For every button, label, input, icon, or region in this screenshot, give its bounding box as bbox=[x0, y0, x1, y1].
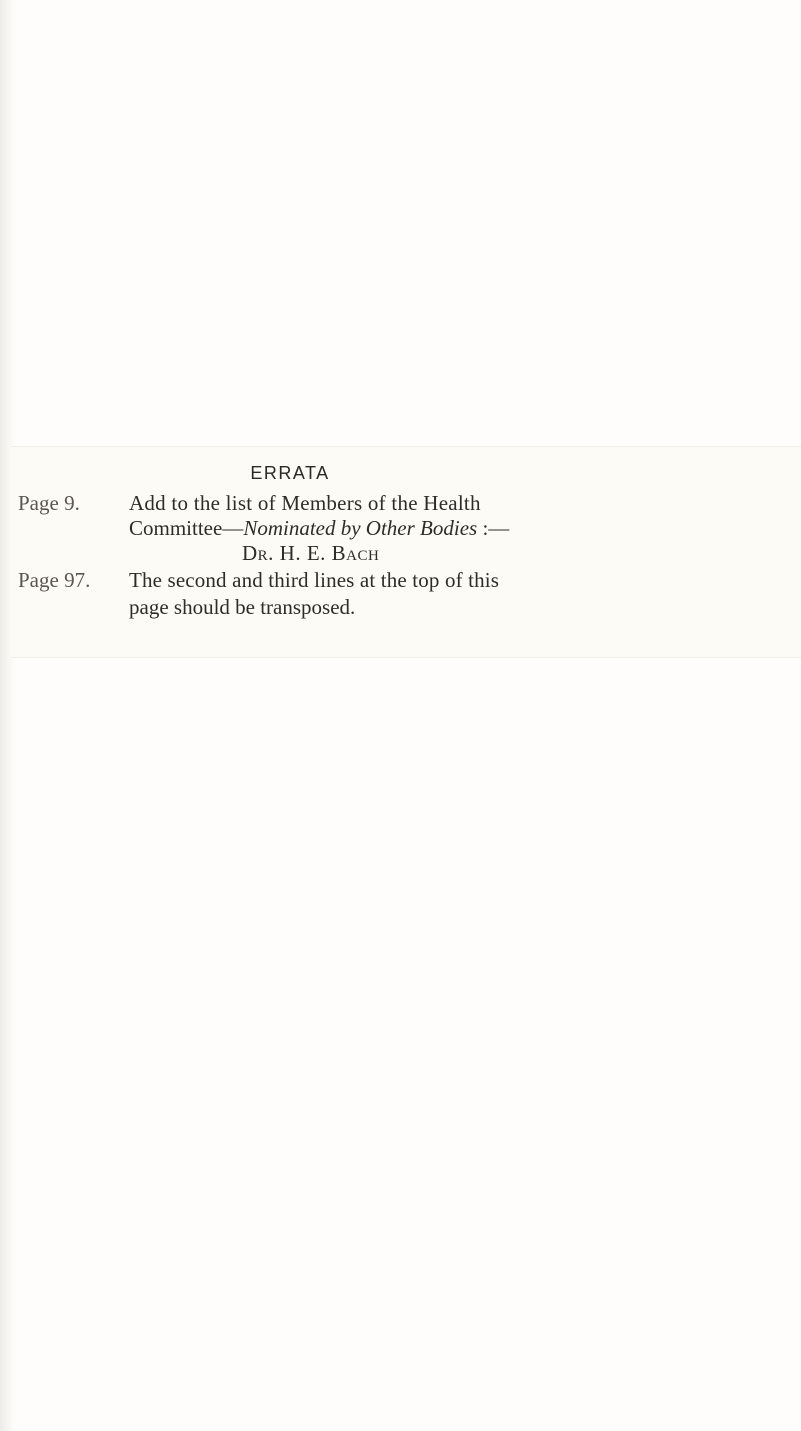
entry-text-line bbox=[129, 518, 509, 539]
errata-slip bbox=[10, 446, 801, 658]
errata-heading: ERRATA bbox=[250, 463, 330, 483]
entry-text-line: Add to the list of Members of the Health bbox=[129, 491, 481, 515]
page-edge-shadow bbox=[0, 0, 14, 1431]
entry-text-italic: Nominated by Other Bodies bbox=[243, 516, 478, 540]
entry-text-plain: :— bbox=[477, 516, 510, 540]
entry-page-reference: Page 97. bbox=[18, 568, 91, 592]
entry-page-reference: Page 9. bbox=[18, 491, 80, 515]
entry-text-line: The second and third lines at the top of this bbox=[129, 568, 500, 592]
entry-name-line: Dr. H. E. Bach bbox=[242, 541, 380, 565]
entry-text-line: page should be transposed. bbox=[129, 595, 356, 619]
entry-text-plain: Committee— bbox=[129, 516, 244, 540]
